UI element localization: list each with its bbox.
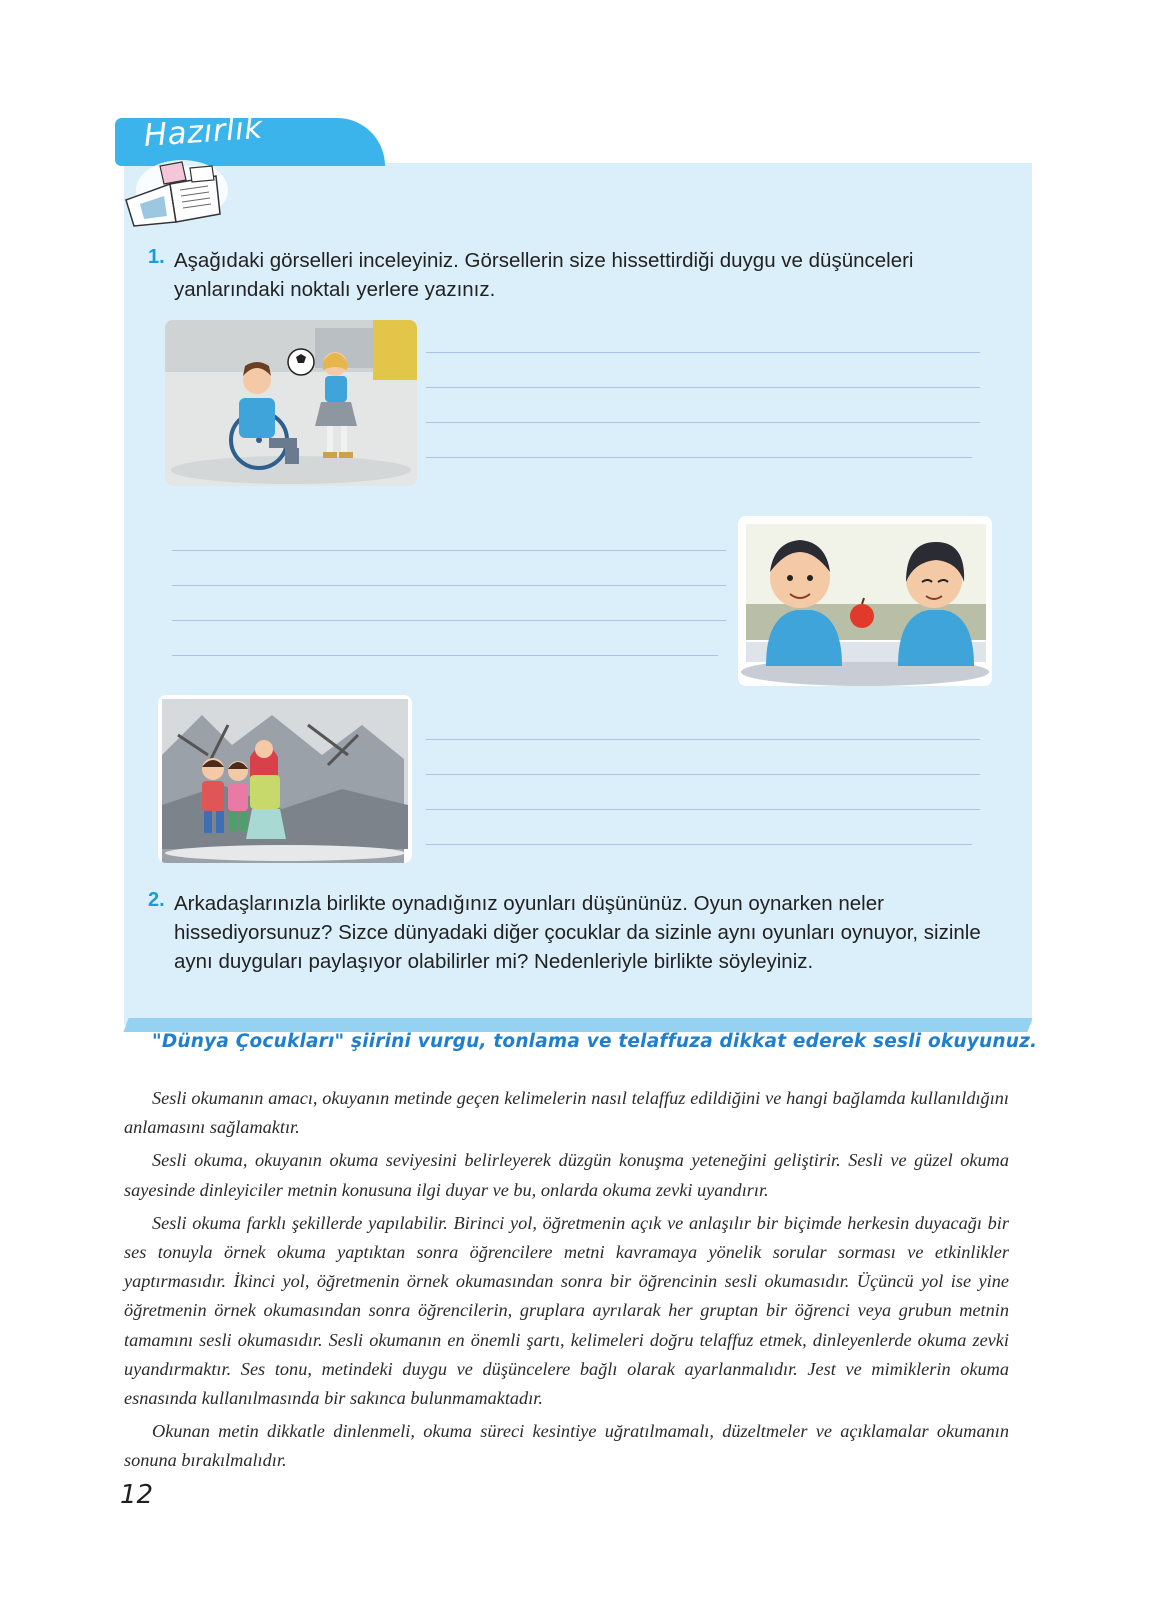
answer-line: [172, 620, 726, 621]
page-number: 12: [120, 1480, 154, 1510]
answer-line: [426, 457, 972, 458]
question-1: [148, 246, 1008, 304]
reading-instruction: "Dünya Çocukları" şiirini vurgu, tonlama ve telaffuza dikkat ederek sesli okuyunuz.: [152, 1031, 1038, 1052]
answer-line: [426, 422, 980, 423]
answer-line: [426, 774, 980, 775]
illustration-wheelchair-play: [165, 320, 417, 486]
answer-line: [172, 585, 726, 586]
answer-line: [172, 550, 726, 551]
question-text: Arkadaşlarınızla birlikte oynadığınız oyunları düşününüz. Oyun oynarken neler hissediyorsunuz? Sizce dünyadaki diğer çocuklar da sizinle aynı oyunları oynuyor, sizinle aynı duyguları paylaşıyor olabilirler mi? Nedenleriyle birlikte söyleyiniz.: [174, 892, 981, 973]
open-book-icon: [120, 156, 232, 230]
question-text: Aşağıdaki görselleri inceleyiniz. Görsellerin size hissettirdiği duygu ve düşünceleri yanlarındaki noktalı yerlere yazınız.: [174, 249, 914, 301]
question-2: [148, 889, 1008, 976]
question-number: 1.: [148, 246, 165, 268]
answer-line: [426, 352, 980, 353]
paragraph: Sesli okuma, okuyanın okuma seviyesini belirleyerek düzgün konuşma yeteneğini geliştirir. Sesli ve güzel okuma sayesinde dinleyiciler metnin konusuna ilgi duyar ve bu, onlarda okuma zevki uyandırır.: [124, 1150, 1009, 1200]
article-body: [124, 1084, 1009, 1480]
section-title: Hazırlık: [142, 109, 264, 154]
answer-line: [426, 844, 972, 845]
paragraph: Sesli okuma farklı şekillerde yapılabilir. Birinci yol, öğretmenin açık ve anlaşılır bir biçimde herkesin duyacağı bir ses tonuyla örnek okuma yaptıktan sonra öğrencilere metni kavramaya yönelik sorular sorması ve etkinlikler yaptırmasıdır. İkinci yol, öğretmenin örnek okumasından sonra bir öğrencinin sesli okumasıdır. Üçüncü yol ise yine öğretmenin örnek okumasından sonra öğrencilerin, gruplara ayrılarak her gruptan bir öğrenci veya grubun metnin tamamını sesli okumasıdır. Sesli okumanın en önemli şartı, kelimeleri doğru telaffuz etmek, dinleyenlerde okuma zevki uyandırmaktır. Ses tonu, metindeki duygu ve düşüncelere bağlı olarak ayarlanmalıdır. Jest ve mimiklerin okuma esnasında kullanılmasında bir sakınca bulunmamaktadır.: [124, 1212, 1009, 1409]
illustration-sharing-apple: [738, 516, 992, 686]
paragraph: Okunan metin dikkatle dinlenmeli, okuma süreci kesintiye uğratılmamalı, düzeltmeler ve açıklamalar okumanın sonuna bırakılmalıdır.: [124, 1421, 1009, 1471]
answer-line: [426, 387, 980, 388]
answer-line: [172, 655, 718, 656]
answer-line: [426, 739, 980, 740]
preparation-box-bottom-bar: [123, 1018, 1032, 1032]
question-number: 2.: [148, 889, 165, 911]
answer-line: [426, 809, 980, 810]
illustration-earthquake-family: [158, 695, 412, 863]
paragraph: Sesli okumanın amacı, okuyanın metinde geçen kelimelerin nasıl telaffuz edildiğini ve hangi bağlamda kullanıldığını anlamasını sağlamaktır.: [124, 1088, 1009, 1138]
